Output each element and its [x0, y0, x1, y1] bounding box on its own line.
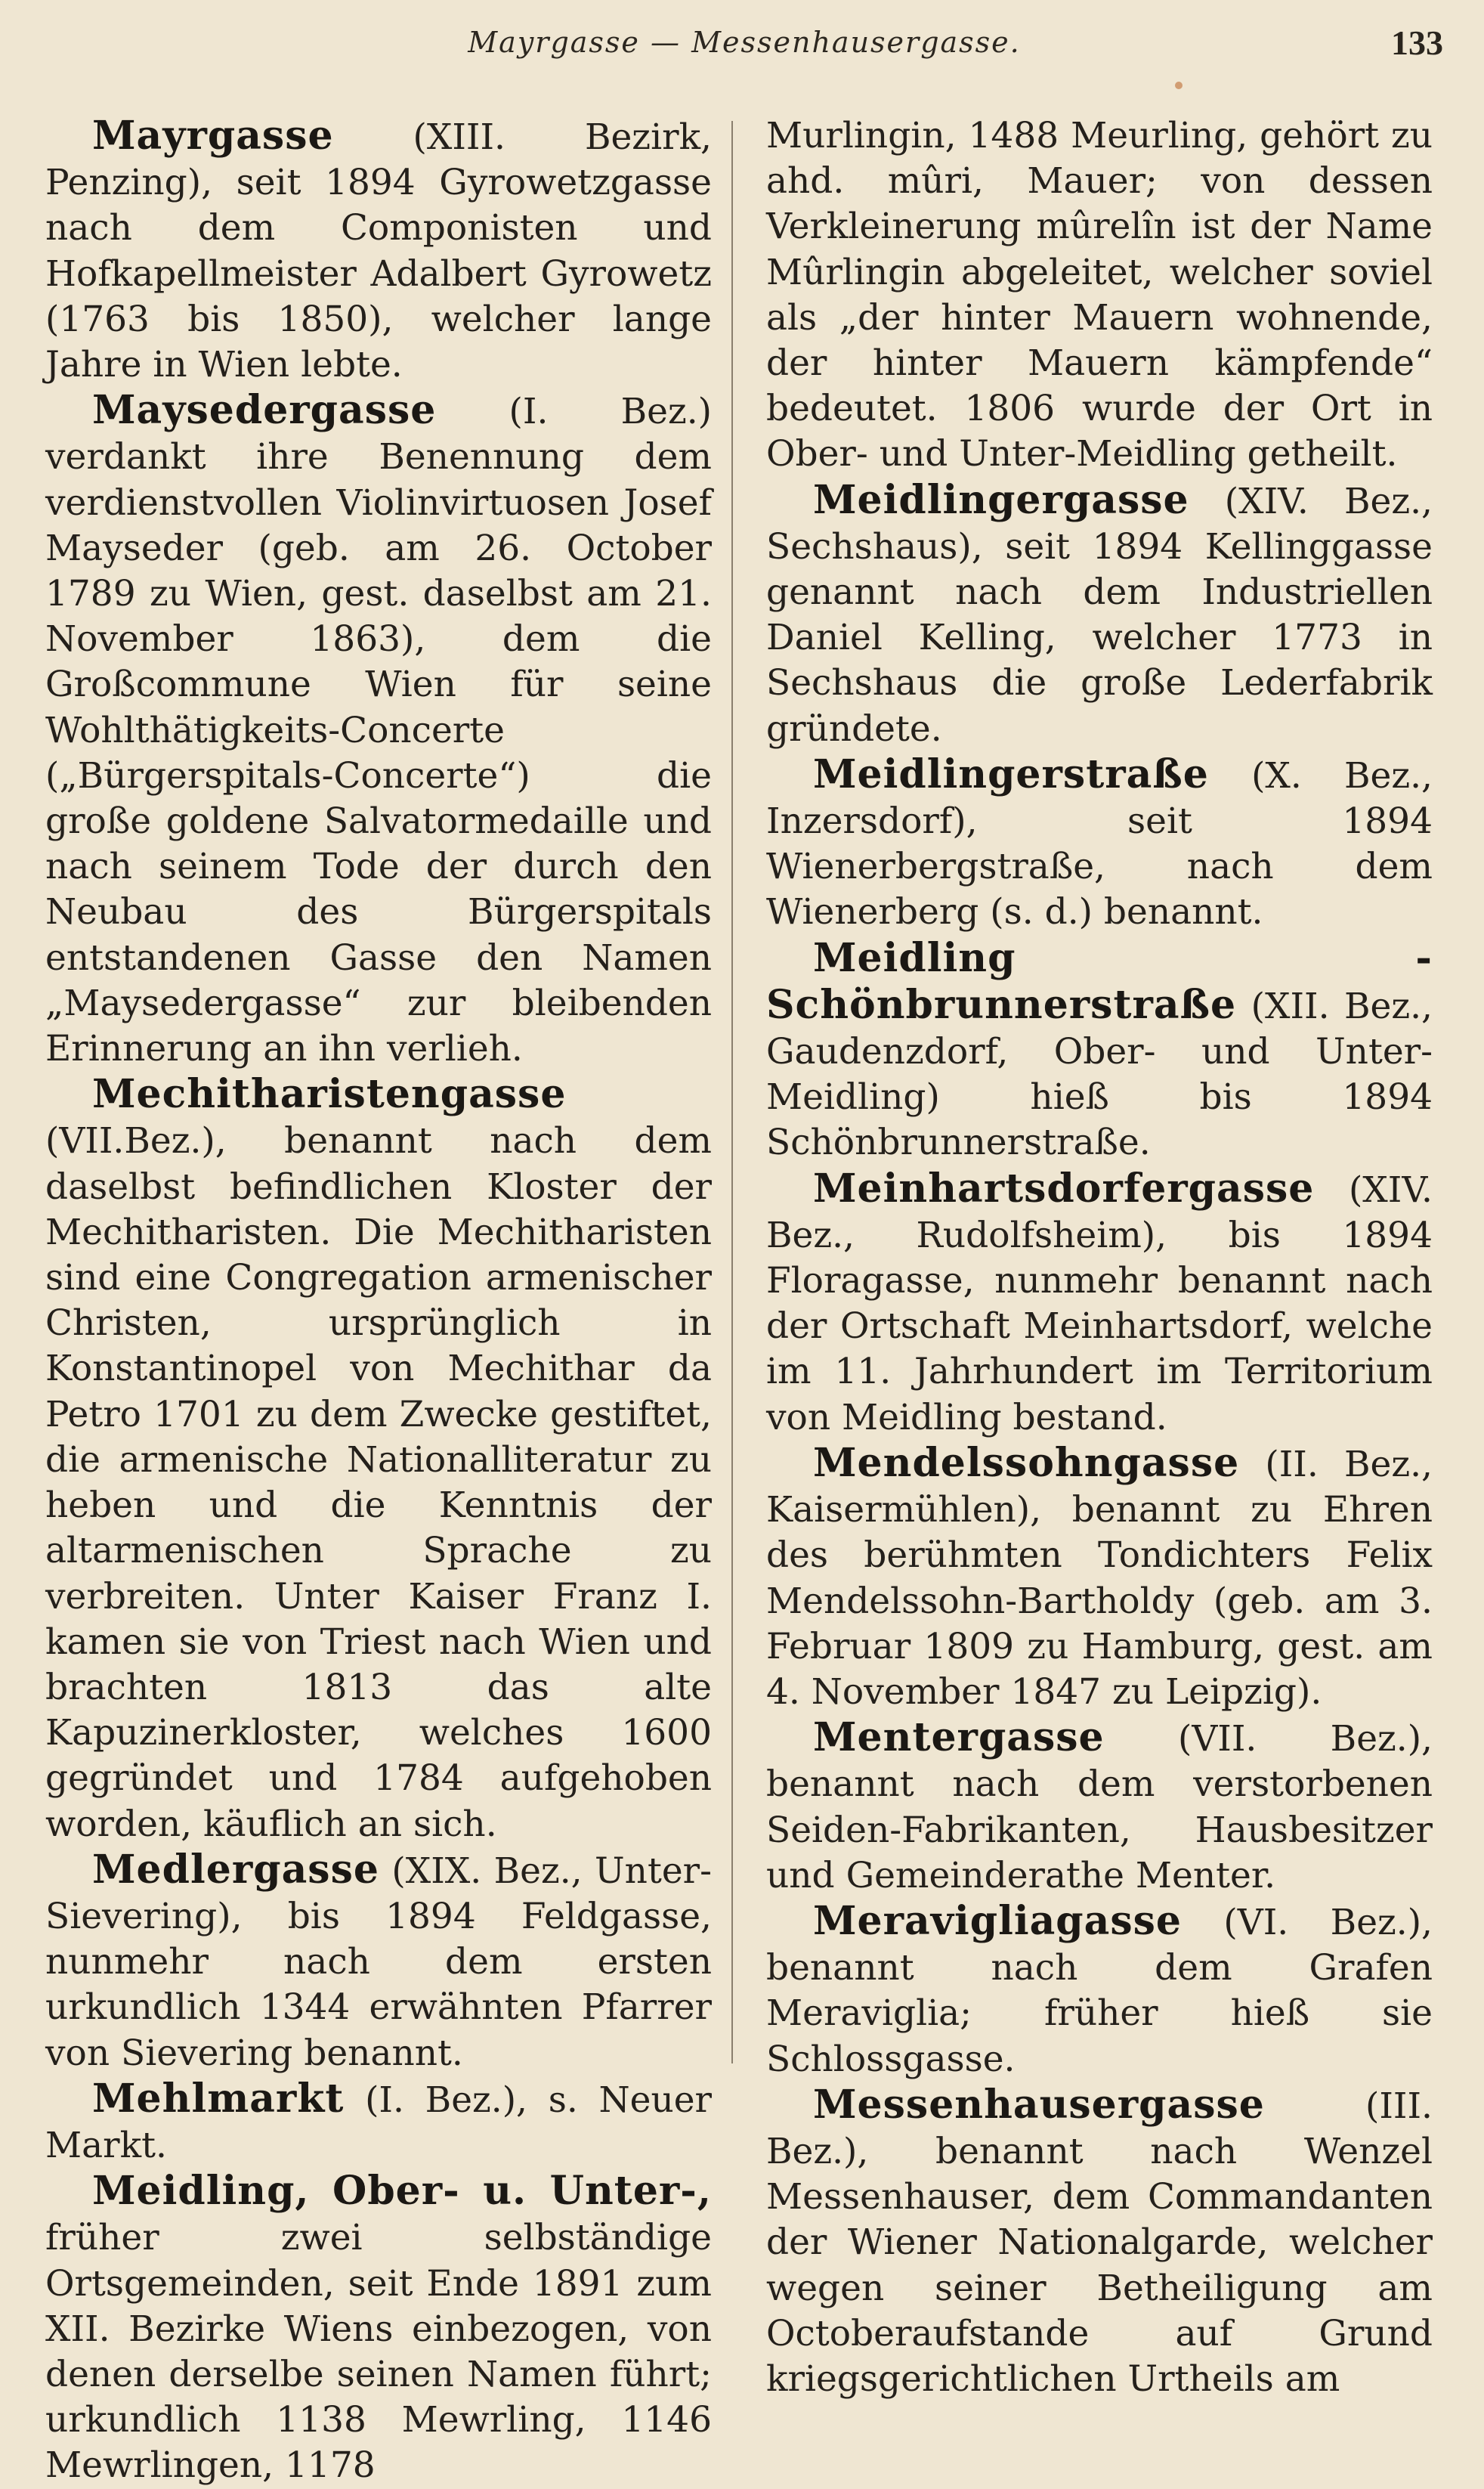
entry-text: (III. Bez.), benannt nach Wenzel Messenhauser, dem Commandanten der Wiener Nationalgarde, welcher wegen seiner Betheiligung am Octoberaufstande auf Grund kriegsgerichtlichen Urtheils am	[766, 2085, 1433, 2400]
page-number: 133	[1391, 23, 1443, 62]
ink-fleck	[1175, 82, 1183, 89]
entry-headword: Meravigliagasse	[813, 1897, 1182, 1944]
entry-headword: Mendelssohngasse	[813, 1439, 1240, 1486]
entry-meravigliagasse	[766, 1899, 1433, 2082]
entry-maysedergasse	[45, 388, 712, 1072]
entry-headword: Mehlmarkt	[92, 2075, 345, 2122]
entry-mendelssohngasse	[766, 1441, 1433, 1715]
entry-text: (XIV. Bez., Sechshaus), seit 1894 Kellinggasse genannt nach dem Industriellen Daniel Kelling, welcher 1773 in Sechshaus die große Lederfabrik gründete.	[766, 480, 1433, 750]
entry-text: früher zwei selbständige Ortsgemeinden, seit Ende 1891 zum XII. Bezirke Wiens einbezogen, von denen derselbe seinen Namen führt; urkundlich 1138 Mewrling, 1146 Mewrlingen, 1178	[45, 2217, 712, 2487]
left-column	[45, 113, 712, 2487]
entry-meinhartsdorfergasse	[766, 1166, 1433, 1441]
entry-text: (XIII. Bezirk, Penzing), seit 1894 Gyrowetzgasse nach dem Componisten und Hofkapellmeister Adalbert Gyrowetz (1763 bis 1850), welcher lange Jahre in Wien lebte.	[45, 116, 712, 386]
entry-meidlingerstrasse	[766, 752, 1433, 936]
entry-text: (II. Bez., Kaisermühlen), benannt zu Ehren des berühmten Tondichters Felix Mendelssohn-Bartholdy (geb. am 3. Februar 1809 zu Hamburg, gest. am 4. November 1847 zu Leipzig).	[766, 1443, 1433, 1713]
entry-headword: Meidlingerstraße	[813, 751, 1209, 797]
entry-text: (X. Bez., Inzersdorf), seit 1894 Wienerbergstraße, nach dem Wienerberg (s. d.) benannt.	[766, 754, 1433, 933]
entry-headword: Meinhartsdorfergasse	[813, 1165, 1315, 1212]
entry-text: (VII. Bez.), benannt nach dem verstorbenen Seiden-Fabrikanten, Hausbesitzer und Gemeinderathe Menter.	[766, 1718, 1433, 1896]
entry-text: (I. Bez.), s. Neuer Markt.	[45, 2079, 712, 2166]
running-title: Mayrgasse — Messenhausergasse.	[468, 26, 1021, 59]
entry-headword: Maysedergasse	[92, 387, 437, 434]
entry-text: (XII. Bez., Gaudenzdorf, Ober- und Unter-Meidling) hieß bis 1894 Schönbrunnerstraße.	[766, 985, 1433, 1164]
entry-continuation: Murlingin, 1488 Meurling, gehört zu ahd. mûri, Mauer; von dessen Verkleinerung mûrelîn ist der Name Mûrlingin abgeleitet, welcher soviel als „der hinter Mauern wohnende, der hinter Mauern kämpfende“ bedeutet. 1806 wurde der Ort in Ober- und Unter-Meidling getheilt.	[766, 115, 1433, 475]
entry-meidling-schoenbrunnerstrasse	[766, 936, 1433, 1166]
entry-text: (I. Bez.) verdankt ihre Benennung dem verdienstvollen Violinvirtuosen Josef Mayseder (geb. am 26. October 1789 zu Wien, gest. daselbst am 21. November 1863), dem die Großcommune Wien für seine Wohlthätigkeits-Concerte („Bürgerspitals-Concerte“) die große goldene Salvatormedaille und nach seinem Tode der durch den Neubau des Bürgerspitals entstandenen Gasse den Namen „Maysedergasse“ zur bleibenden Erinnerung an ihn verlieh.	[45, 391, 712, 1070]
entry-text: (XIV. Bez., Rudolfsheim), bis 1894 Floragasse, nunmehr benannt nach der Ortschaft Meinhartsdorf, welche im 11. Jahrhundert im Territorium von Meidling bestand.	[766, 1169, 1433, 1438]
entry-mehlmarkt	[45, 2076, 712, 2169]
entry-headword: Mechitharistengasse	[92, 1071, 567, 1118]
entry-headword: Meidling - Schönbrunnerstraße	[766, 934, 1433, 1028]
entry-mechitharistengasse	[45, 1072, 712, 1847]
entry-headword: Meidling, Ober- u. Unter-,	[92, 2168, 712, 2215]
entry-messenhausergasse	[766, 2082, 1433, 2402]
page-header	[45, 21, 1443, 74]
entry-mentergasse	[766, 1715, 1433, 1899]
entry-headword: Medlergasse	[92, 1846, 379, 1893]
entry-medlergasse	[45, 1847, 712, 2076]
entry-meidling	[45, 2169, 712, 2488]
entry-text: (XIX. Bez., Unter-Sievering), bis 1894 Feldgasse, nunmehr nach dem ersten urkundlich 1344 erwähnten Pfarrer von Sievering benannt.	[45, 1850, 712, 2074]
entry-headword: Mayrgasse	[92, 113, 334, 159]
right-column	[766, 113, 1433, 2400]
entry-meidlingergasse	[766, 478, 1433, 752]
entry-headword: Messenhausergasse	[813, 2081, 1265, 2128]
entry-text: (VII.Bez.), benannt nach dem daselbst befindlichen Kloster der Mechitharisten. Die Mechitharisten sind eine Congregation armenischer Christen, ursprünglich in Konstantinopel von Mechithar da Petro 1701 zu dem Zwecke gestiftet, die armenische Nationalliteratur zu heben und die Kenntnis der altarmenischen Sprache zu verbreiten. Unter Kaiser Franz I. kamen sie von Triest nach Wien und brachten 1813 das alte Kapuzinerkloster, welches 1600 gegründet und 1784 aufgehoben worden, käuflich an sich.	[45, 1120, 712, 1845]
entry-headword: Mentergasse	[813, 1714, 1105, 1761]
entry-text: (VI. Bez.), benannt nach dem Grafen Meraviglia; früher hieß sie Schlossgasse.	[766, 1901, 1433, 2080]
column-divider	[731, 121, 733, 2063]
entry-headword: Meidlingergasse	[813, 476, 1189, 523]
entry-mayrgasse	[45, 113, 712, 388]
